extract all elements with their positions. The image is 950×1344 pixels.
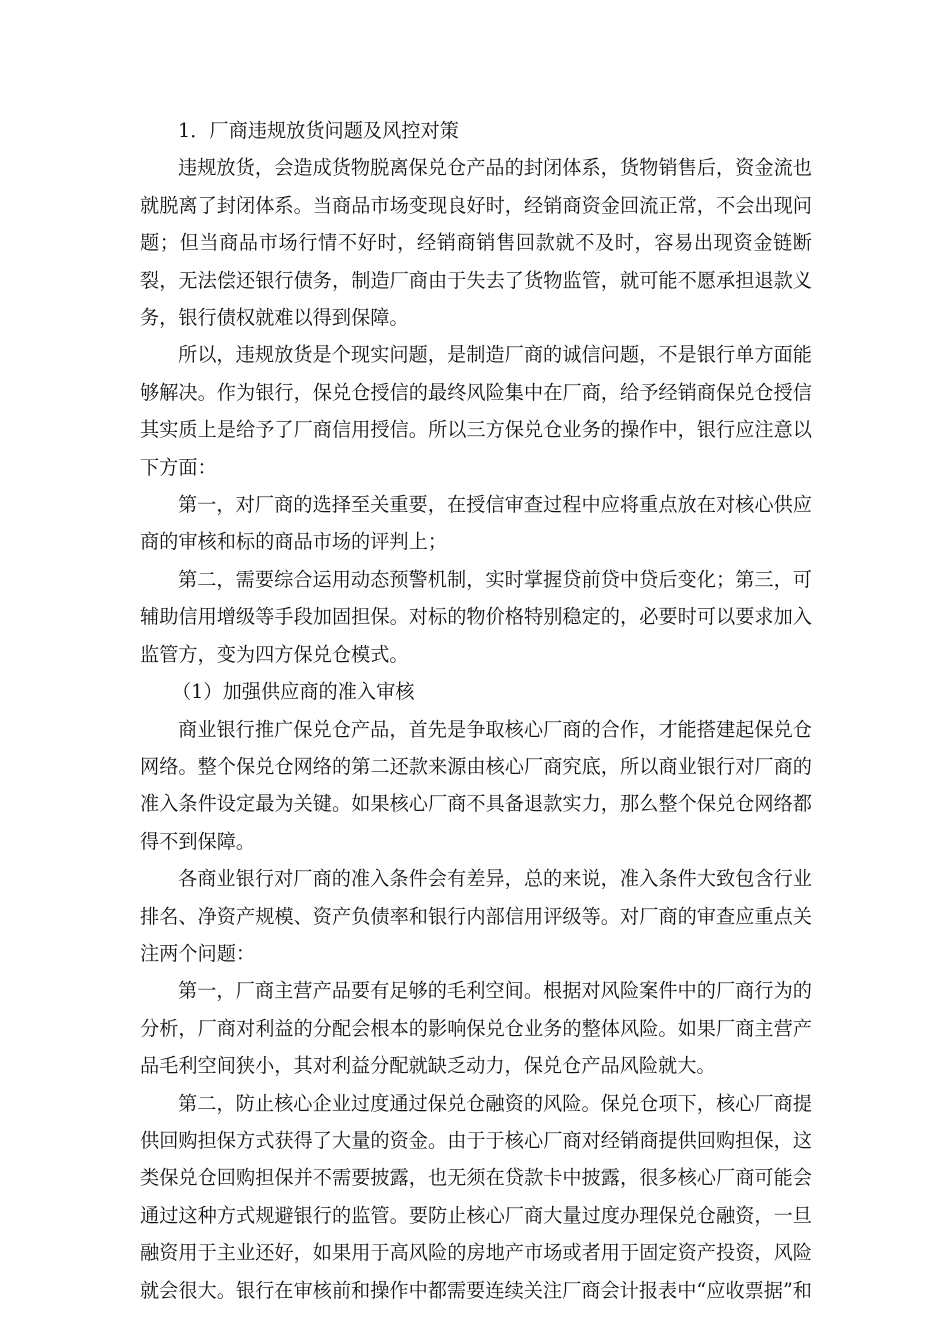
paragraph-illegal-release: 违规放货，会造成货物脱离保兑仓产品的封闭体系，货物销售后，资金流也就脱离了封闭体系。当商品市场变现良好时，经销商资金回流正常，不会出现问题；但当商品市场行情不好时，经销商销售回款就不及时，容易出现资金链断裂，无法偿还银行债务，制造厂商由于失去了货物监管，就可能不愿承担退款义务，银行债权就难以得到保障。 bbox=[140, 156, 812, 330]
document-page bbox=[140, 112, 812, 1309]
paragraph-core-manufacturer: 商业银行推广保兑仓产品，首先是争取核心厂商的合作，才能搭建起保兑仓网络。整个保兑仓网络的第二还款来源由核心厂商究底，所以商业银行对厂商的准入条件设定最为关键。如果核心厂商不具备退款实力，那么整个保兑仓网络都得不到保障。 bbox=[140, 717, 812, 853]
section-heading: 1．厂商违规放货问题及风控对策 bbox=[178, 119, 459, 142]
paragraph-excessive-financing: 第二，防止核心企业过度通过保兑仓融资的风险。保兑仓项下，核心厂商提供回购担保方式获得了大量的资金。由于于核心厂商对经销商提供回购担保，这类保兑仓回购担保并不需要披露，也无须在贷款卡中披露，很多核心厂商可能会通过这种方式规避银行的监管。要防止核心厂商大量过度办理保兑仓融资，一旦融资用于主业还好，如果用于高风险的房地产市场或者用于固定资产投资，风险就会很大。银行在审核前和操作中都需要连续关注厂商会计报表中“应收票据”和 bbox=[140, 1091, 812, 1302]
paragraph-second-third-point: 第二，需要综合运用动态预警机制，实时掌握贷前贷中贷后变化；第三，可辅助信用增级等手段加固担保。对标的物价格特别稳定的，必要时可以要求加入监管方，变为四方保兑仓模式。 bbox=[140, 567, 812, 666]
paragraph-first-point: 第一，对厂商的选择至关重要，在授信审查过程中应将重点放在对核心供应商的审核和标的商品市场的评判上； bbox=[140, 493, 812, 554]
subheading-supplier-access: （1）加强供应商的准入审核 bbox=[172, 680, 415, 704]
paragraph-bank-position: 所以，违规放货是个现实问题，是制造厂商的诚信问题，不是银行单方面能够解决。作为银行，保兑仓授信的最终风险集中在厂商，给予经销商保兑仓授信其实质上是给予了厂商信用授信。所以三方保兑仓业务的操作中，银行应注意以下方面： bbox=[140, 343, 812, 479]
paragraph-gross-margin: 第一，厂商主营产品要有足够的毛利空间。根据对风险案件中的厂商行为的分析，厂商对利益的分配会根本的影响保兑仓业务的整体风险。如果厂商主营产品毛利空间狭小，其对利益分配就缺乏动力，保兑仓产品风险就大。 bbox=[140, 979, 812, 1078]
paragraph-access-conditions: 各商业银行对厂商的准入条件会有差异，总的来说，准入条件大致包含行业排名、净资产规模、资产负债率和银行内部信用评级等。对厂商的审查应重点关注两个问题： bbox=[140, 867, 812, 965]
